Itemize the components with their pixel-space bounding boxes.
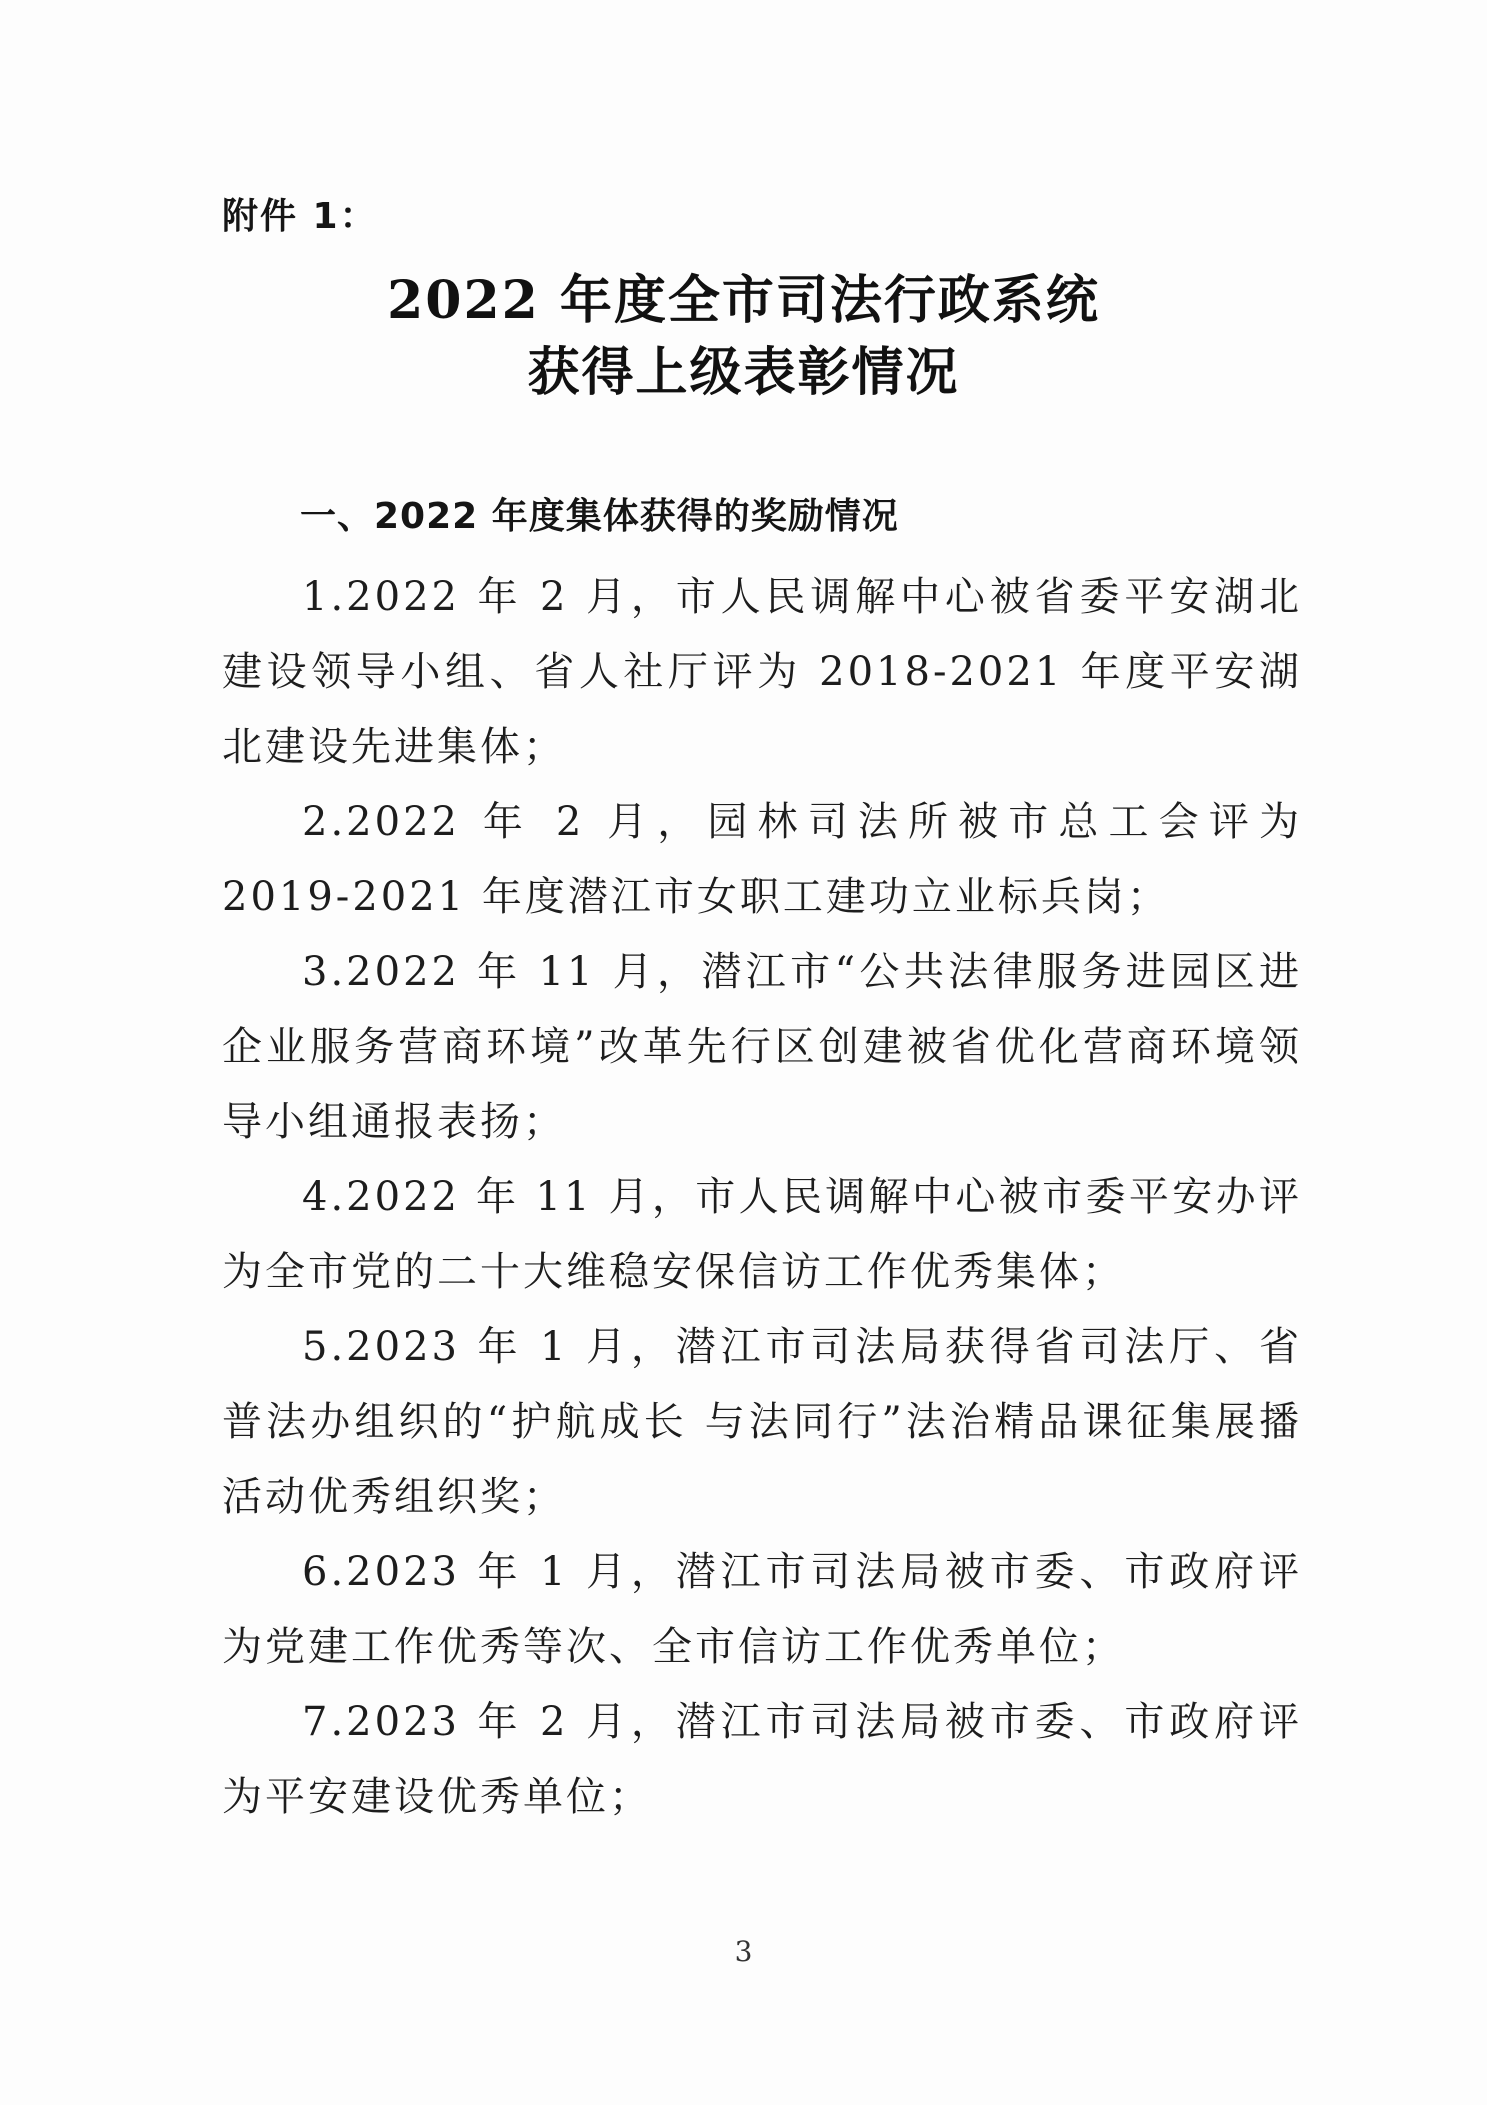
award-item-5: 5.2023 年 1 月，潜江市司法局获得省司法厅、省普法办组织的“护航成长 与法同行”法治精品课征集展播活动优秀组织奖； (222, 1324, 1302, 1520)
award-item-7: 7.2023 年 2 月，潜江市司法局被市委、市政府评为平安建设优秀单位； (222, 1699, 1302, 1820)
page-number: 3 (734, 1935, 753, 1968)
attachment-label: 附件 1： (222, 196, 378, 237)
document-title-line-2: 获得上级表彰情况 (527, 342, 960, 403)
award-item-4: 4.2022 年 11 月，市人民调解中心被市委平安办评为全市党的二十大维稳安保信访工作优秀集体； (222, 1174, 1302, 1295)
award-item-2: 2.2022 年 2 月，园林司法所被市总工会评为 2019-2021 年度潜江市女职工建功立业标兵岗； (222, 799, 1302, 920)
section-heading: 一、2022 年度集体获得的奖励情况 (300, 496, 899, 537)
award-item-3: 3.2022 年 11 月，潜江市“公共法律服务进园区进企业服务营商环境”改革先行区创建被省优化营商环境领导小组通报表扬； (222, 949, 1302, 1145)
award-list (222, 560, 1302, 1835)
award-item-1: 1.2022 年 2 月，市人民调解中心被省委平安湖北建设领导小组、省人社厅评为 2018-2021 年度平安湖北建设先进集体； (222, 574, 1302, 770)
award-item-6: 6.2023 年 1 月，潜江市司法局被市委、市政府评为党建工作优秀等次、全市信访工作优秀单位； (222, 1549, 1302, 1670)
document-title-line-1: 2022 年度全市司法行政系统 (387, 270, 1100, 331)
